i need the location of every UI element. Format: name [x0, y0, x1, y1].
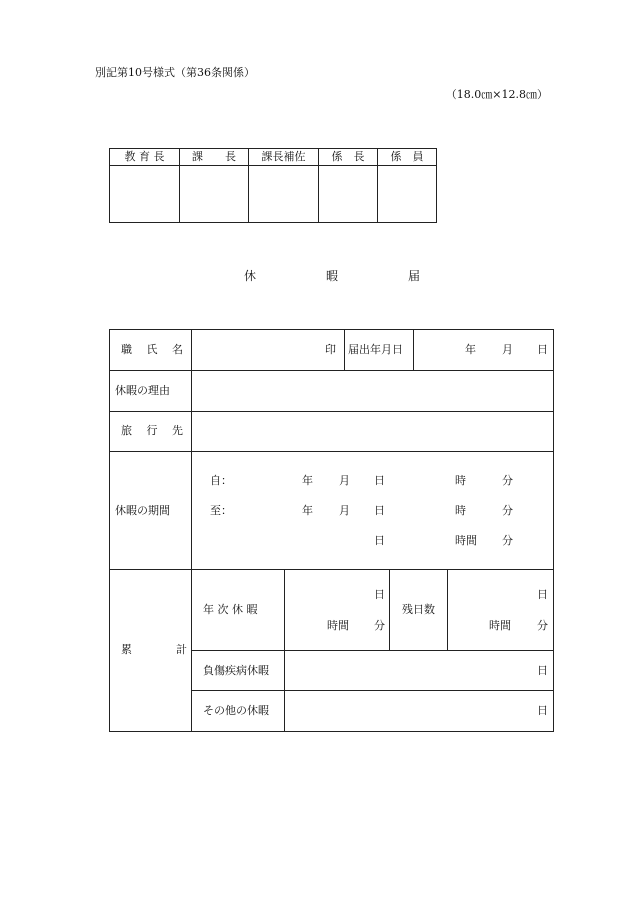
period-to-label: 至：: [210, 504, 232, 517]
title-char-1: 休: [244, 269, 257, 283]
other-day-unit: 日: [537, 704, 548, 717]
total-day-unit: 日: [374, 534, 385, 547]
injury-day-unit: 日: [537, 664, 548, 677]
submit-year-unit: 年: [465, 343, 476, 356]
remaining-day-unit: 日: [537, 588, 548, 601]
other-leave-label: その他の休暇: [203, 704, 269, 717]
from-hour-unit: 時: [455, 474, 466, 487]
leave-form-table: [109, 329, 554, 732]
remaining-days-field[interactable]: [448, 570, 553, 650]
period-label: 休暇の期間: [115, 504, 170, 517]
to-month-unit: 月: [339, 504, 350, 517]
submit-day-unit: 日: [537, 343, 548, 356]
reason-field[interactable]: [192, 371, 553, 411]
remaining-minute-unit: 分: [537, 619, 548, 632]
title-char-2: 暇: [326, 269, 339, 283]
stamp-cell-superintendent[interactable]: [110, 166, 179, 222]
size-note: （18.0㎝×12.8㎝）: [445, 88, 548, 101]
annual-used-minute-unit: 分: [374, 619, 385, 632]
to-minute-unit: 分: [502, 504, 513, 517]
form-label: 別記第10号様式（第36条関係）: [95, 66, 255, 79]
injury-leave-label: 負傷疾病休暇: [203, 664, 269, 677]
seal-mark: 印: [325, 343, 336, 356]
cumulative-label: 累 計: [121, 643, 187, 656]
period-field[interactable]: [192, 452, 553, 569]
destination-field[interactable]: [192, 412, 553, 451]
to-year-unit: 年: [302, 504, 313, 517]
period-from-label: 自：: [210, 474, 232, 487]
submit-month-unit: 月: [502, 343, 513, 356]
reason-label: 休暇の理由: [115, 384, 170, 397]
other-leave-field[interactable]: [285, 691, 553, 731]
stamp-cell-section-chief[interactable]: [180, 166, 248, 222]
approval-header-sub-chief: 係 長: [331, 150, 365, 163]
total-minute-unit: 分: [502, 534, 513, 547]
annual-used-hours-unit: 時間: [327, 619, 349, 632]
remaining-hours-unit: 時間: [489, 619, 511, 632]
approval-header-deputy-chief: 課長補佐: [261, 150, 306, 163]
stamp-cell-sub-chief[interactable]: [319, 166, 377, 222]
injury-leave-field[interactable]: [285, 651, 553, 690]
stamp-cell-staff[interactable]: [378, 166, 436, 222]
annual-used-day-unit: 日: [374, 588, 385, 601]
from-minute-unit: 分: [502, 474, 513, 487]
from-year-unit: 年: [302, 474, 313, 487]
from-day-unit: 日: [374, 474, 385, 487]
from-month-unit: 月: [339, 474, 350, 487]
to-hour-unit: 時: [455, 504, 466, 517]
remaining-days-label: 残日数: [402, 603, 435, 616]
stamp-cell-deputy-chief[interactable]: [249, 166, 318, 222]
submit-date-field[interactable]: [414, 330, 553, 370]
approval-header-staff: 係 員: [390, 150, 424, 163]
name-field[interactable]: [192, 330, 322, 370]
to-day-unit: 日: [374, 504, 385, 517]
approval-header-section-chief: 課 長: [192, 150, 236, 163]
title-char-3: 届: [408, 269, 421, 283]
total-hours-unit: 時間: [455, 534, 477, 547]
submit-date-label: 届出年月日: [348, 343, 403, 356]
approval-table: [109, 148, 437, 223]
annual-leave-label: 年 次 休 暇: [203, 603, 258, 616]
destination-label: 旅 行 先: [121, 424, 183, 437]
approval-header-superintendent: 教 育 長: [124, 150, 165, 163]
name-label: 職 氏 名: [121, 343, 183, 356]
annual-leave-used-field[interactable]: [285, 570, 389, 650]
